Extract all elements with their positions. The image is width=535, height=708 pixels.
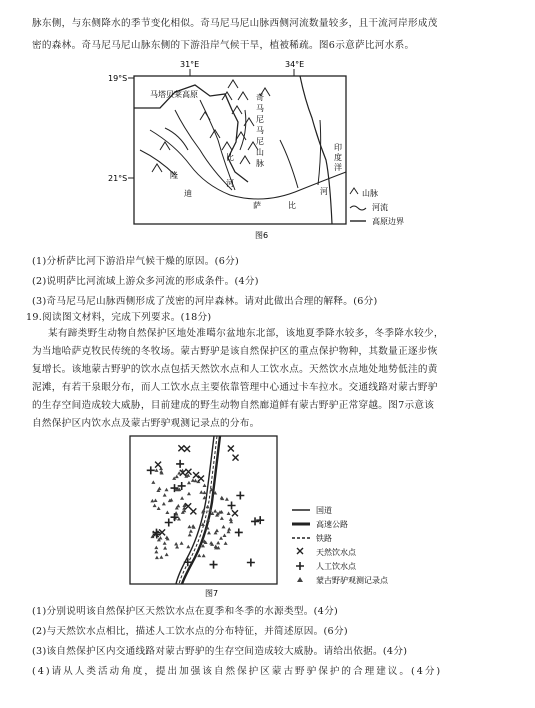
svg-text:尼: 尼 xyxy=(256,137,264,146)
q19-para-6: 自然保护区内饮水点及蒙古野驴观测记录点的分布。 xyxy=(32,418,260,429)
rivers xyxy=(140,100,346,199)
observation-triangle xyxy=(174,542,178,546)
observation-triangle xyxy=(165,553,169,557)
observation-triangle xyxy=(154,550,158,554)
artificial-water-plus xyxy=(236,492,244,500)
q19-2: (2)与天然饮水点相比，描述人工饮水点的分布特征，并简述原因。(6分) xyxy=(32,626,348,637)
mountain-label-1: 奇 xyxy=(256,93,264,102)
observation-triangle xyxy=(153,504,157,508)
observation-triangle xyxy=(176,504,180,508)
legend-natural-water: 天然饮水点 xyxy=(316,548,356,557)
observation-triangle xyxy=(163,546,167,550)
observation-triangle xyxy=(180,496,184,500)
river-char-di: 迪 xyxy=(184,189,192,198)
observation-triangle xyxy=(213,509,217,513)
observation-triangle xyxy=(227,511,231,515)
natural-water-cross xyxy=(190,508,196,514)
observation-triangle xyxy=(155,556,159,560)
artificial-water-plus xyxy=(228,502,236,510)
observation-triangle xyxy=(151,480,155,484)
q18-3: (3)奇马尼马尼山脉西侧形成了茂密的河岸森林。请对此做出合理的解释。(6分) xyxy=(32,296,378,307)
lat-21s: 21°S xyxy=(108,174,128,183)
observation-triangle xyxy=(206,505,210,509)
observation-triangle xyxy=(225,497,229,501)
observation-triangle xyxy=(220,516,224,520)
observation-triangle xyxy=(175,475,179,479)
observation-triangle xyxy=(159,555,163,559)
q19-para-5: 的生存空间造成较大威胁，目前建成的野生动物自然廊道鲜有蒙古野驴正常穿越。图7示意该 xyxy=(32,400,435,411)
observation-triangle xyxy=(188,533,192,537)
top-para-line-1: 脉东侧，与东侧降水的季节变化相似。奇马尼马尼山脉西侧河流数量较多，且干流河岸形成茂 xyxy=(32,18,438,29)
svg-text:马: 马 xyxy=(256,126,264,135)
legend-mountain: 山脉 xyxy=(362,189,378,198)
natural-water-cross xyxy=(185,503,191,509)
fig7-legend xyxy=(292,505,389,585)
artificial-water-plus xyxy=(235,528,243,536)
artificial-water-plus xyxy=(210,561,218,569)
observation-triangle xyxy=(187,481,191,485)
svg-text:尼: 尼 xyxy=(256,115,264,124)
q19-head: 19.阅读图文材料，完成下列要求。(18分) xyxy=(26,312,212,323)
figure-6-map xyxy=(0,0,535,250)
artificial-water-plus xyxy=(247,558,255,566)
observation-triangle xyxy=(180,541,184,545)
natural-water-cross xyxy=(198,475,204,481)
plateau-label: 马塔贝莱高原 xyxy=(150,90,198,99)
observation-triangle xyxy=(154,499,158,503)
observation-triangle xyxy=(186,545,190,549)
legend-river: 河流 xyxy=(372,203,388,212)
ocean-label-1: 印 xyxy=(334,143,342,152)
river-char-bi2: 比 xyxy=(288,201,296,210)
svg-text:山: 山 xyxy=(256,148,264,157)
artificial-water-points xyxy=(147,460,264,569)
observation-triangle xyxy=(224,541,228,545)
q19-4: (4)请从人类活动角度，提出加强该自然保护区蒙古野驴保护的合理建议。(4分) xyxy=(32,666,443,677)
coastline xyxy=(300,76,332,224)
observation-triangle xyxy=(165,510,169,514)
observation-triangle xyxy=(163,493,167,497)
lon-31e: 31°E xyxy=(180,60,200,69)
observation-triangle xyxy=(229,517,233,521)
legend-railway: 铁路 xyxy=(316,534,332,543)
legend-observation: 蒙古野驴观测记录点 xyxy=(316,576,388,585)
lon-34e: 34°E xyxy=(285,60,305,69)
legend-plateau-edge: 高原边界 xyxy=(372,217,404,226)
q19-1: (1)分别说明该自然保护区天然饮水点在夏季和冬季的水源类型。(4分) xyxy=(32,606,339,617)
legend-expressway: 高速公路 xyxy=(316,520,348,529)
legend-national-road: 国道 xyxy=(316,506,332,515)
observation-triangle xyxy=(215,529,219,533)
natural-water-cross xyxy=(233,455,239,461)
q18-2: (2)说明萨比河流域上游众多河流的形成条件。(4分) xyxy=(32,276,259,287)
observation-triangle xyxy=(223,533,227,537)
artificial-water-plus xyxy=(251,517,259,525)
lat-19s: 19°S xyxy=(108,74,128,83)
observation-triangle xyxy=(202,491,206,495)
observation-triangle xyxy=(222,525,226,529)
natural-water-cross xyxy=(184,446,190,452)
artificial-water-plus xyxy=(147,466,155,474)
observation-triangle xyxy=(199,490,203,494)
observation-triangle xyxy=(203,484,207,488)
svg-text:马: 马 xyxy=(256,104,264,113)
natural-water-cross xyxy=(185,469,191,475)
river-char-he2: 河 xyxy=(320,187,328,196)
observation-triangle xyxy=(187,492,191,496)
observation-triangle xyxy=(219,536,223,540)
observation-triangle xyxy=(154,468,158,472)
observation-triangle xyxy=(209,541,213,545)
observation-triangle xyxy=(163,541,167,545)
river-char-bi: 比 xyxy=(226,153,234,162)
q19-para-4: 泥滩，有若干泉眼分布，而人工饮水点主要依靠管理中心通过卡车拉水。交通线路对蒙古野驴 xyxy=(32,382,438,393)
svg-text:脉: 脉 xyxy=(256,159,264,168)
river-char-run: 隆 xyxy=(170,171,178,180)
observation-triangle xyxy=(165,488,169,492)
svg-text:洋: 洋 xyxy=(334,163,342,172)
legend-artificial-water: 人工饮水点 xyxy=(316,562,356,571)
observation-triangle xyxy=(191,524,195,528)
observation-triangle xyxy=(175,545,179,549)
observation-triangle xyxy=(159,470,163,474)
natural-water-cross xyxy=(193,472,199,478)
figure-7-map xyxy=(0,430,535,600)
q18-1: (1)分析萨比河下游沿岸气候干燥的原因。(6分) xyxy=(32,256,240,267)
top-para-line-2: 密的森林。奇马尼马尼山脉东侧的下游沿岸气候干旱，植被稀疏。图6示意萨比河水系。 xyxy=(32,40,415,51)
observation-triangle xyxy=(157,506,161,510)
q19-3: (3)该自然保护区内交通线路对蒙古野驴的生存空间造成较大威胁。请给出依据。(4分) xyxy=(32,646,408,657)
fig7-caption: 图7 xyxy=(205,589,219,598)
natural-water-cross xyxy=(228,445,234,451)
observation-triangle xyxy=(227,527,231,531)
river-char-he1: 河 xyxy=(226,179,234,188)
river-char-sa: 萨 xyxy=(253,201,261,210)
q19-para-3: 复增长。该地蒙古野驴的饮水点包括天然饮水点和人工饮水点。天然饮水点地处地势低洼的黄 xyxy=(32,364,438,375)
q19-para-1: 某有蹄类野生动物自然保护区地处准噶尔盆地东北部，该地夏季降水较多，冬季降水较少， xyxy=(48,328,444,339)
q19-para-2: 为当地哈萨克牧民传统的冬牧场。蒙古野驴是该自然保护区的重点保护物种，其数量正逐步恢 xyxy=(32,346,438,357)
observation-triangle xyxy=(189,529,193,533)
fig6-legend xyxy=(350,188,404,226)
observation-triangle xyxy=(187,525,191,529)
observation-triangle xyxy=(154,546,158,550)
artificial-water-plus xyxy=(176,460,184,468)
observation-triangle xyxy=(162,502,166,506)
natural-water-cross xyxy=(232,510,238,516)
observation-triangle xyxy=(202,554,206,558)
plateau-edge xyxy=(134,85,248,182)
observation-triangle xyxy=(207,531,211,535)
artificial-water-plus xyxy=(165,518,173,526)
artificial-water-plus xyxy=(256,516,264,524)
observation-triangle xyxy=(216,541,220,545)
fig6-caption: 图6 xyxy=(255,231,269,240)
natural-water-cross xyxy=(155,462,161,468)
observation-triangle xyxy=(157,487,161,491)
observation-triangle xyxy=(165,535,169,539)
svg-text:度: 度 xyxy=(334,153,342,162)
natural-water-cross xyxy=(178,445,184,451)
